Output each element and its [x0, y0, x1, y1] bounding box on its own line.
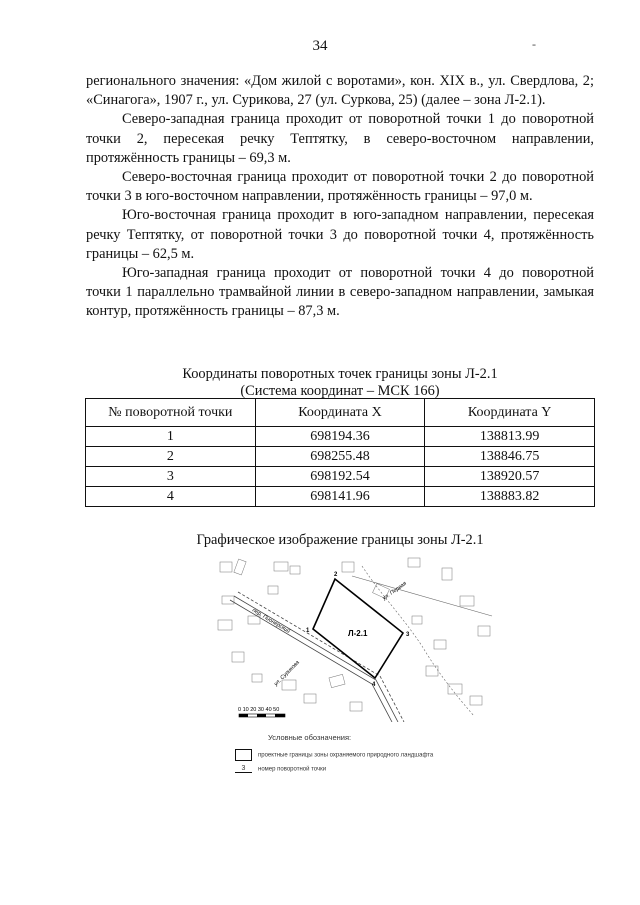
paragraph-4: Юго-восточная граница проходит в юго-западном направлении, пересекая речку Тептятку, от поворотной точки 3 до поворотной точки 4, протяжённость границы – 62,5 м.	[86, 207, 594, 262]
street-label-surikova: ул. Сурикова	[273, 659, 301, 688]
table-row	[86, 447, 595, 467]
table-row	[86, 467, 595, 487]
legend-row-boundary	[235, 749, 433, 761]
cell-point: 3	[86, 467, 256, 487]
cell-y: 138846.75	[425, 447, 595, 467]
cell-x: 698192.54	[255, 467, 425, 487]
cell-y: 138813.99	[425, 427, 595, 447]
point-label-1: 1	[306, 628, 310, 634]
map-background	[212, 556, 498, 722]
table-row	[86, 487, 595, 507]
scale-bar	[238, 707, 285, 717]
cell-point: 1	[86, 427, 256, 447]
paragraph-3: Северо-восточная граница проходит от поворотной точки 2 до поворотной точки 3 в юго-восточном направлении, протяжённость границы – 97,0 м.	[86, 169, 594, 205]
street-label-pervaya: ул. Первая	[381, 580, 408, 602]
map-title: Графическое изображение границы зоны Л-2.1	[196, 532, 484, 548]
header-point-number: № поворотной точки	[86, 399, 256, 427]
cell-x: 698194.36	[255, 427, 425, 447]
table-caption	[0, 366, 640, 400]
corner-mark: -	[532, 37, 536, 51]
legend-point-sample: 3	[235, 765, 252, 773]
point-label-2: 2	[334, 572, 338, 578]
cell-x: 698255.48	[255, 447, 425, 467]
scale-label: 0 10 20 30 40 50	[238, 707, 280, 713]
body-text	[86, 72, 594, 322]
header-coord-y: Координата Y	[425, 399, 595, 427]
legend-row-point	[235, 765, 326, 773]
table-header-row	[86, 399, 595, 427]
zone-map	[212, 556, 498, 722]
cell-y: 138920.57	[425, 467, 595, 487]
street-label-pionersky: пер. Пионерский	[250, 607, 291, 635]
legend-title: Условные обозначения:	[268, 733, 352, 742]
legend-point-text: номер поворотной точки	[258, 766, 327, 773]
paragraph-5: Юго-западная граница проходит от поворотной точки 4 до поворотной точки 1 параллельно трамвайной линии в северо-западном направлении, замыкая контур, протяжённость границы – 87,3 м.	[86, 265, 594, 320]
cell-point: 2	[86, 447, 256, 467]
paragraph-1: регионального значения: «Дом жилой с воротами», кон. XIX в., ул. Свердлова, 2; «Синагога», 1907 г., ул. Сурикова, 27 (ул. Суркова, 25) (далее – зона Л-2.1).	[86, 73, 594, 109]
zone-label: Л-2.1	[348, 629, 368, 638]
legend-boundary-swatch	[235, 749, 252, 761]
point-label-3: 3	[406, 632, 410, 638]
table-caption-line1: Координаты поворотных точек границы зоны Л-2.1	[182, 366, 498, 382]
table-row	[86, 427, 595, 447]
coordinates-table	[85, 398, 595, 507]
cell-point: 4	[86, 487, 256, 507]
paragraph-2: Северо-западная граница проходит от поворотной точки 1 до поворотной точки 2, пересекая речку Тептятку, в северо-восточном направлении, протяжённость границы – 69,3 м.	[86, 111, 594, 166]
legend-boundary-text: проектные границы зоны охраняемого природного ландшафта	[258, 752, 434, 759]
cell-y: 138883.82	[425, 487, 595, 507]
point-label-4: 4	[372, 682, 376, 688]
table-caption-line2: (Система координат – МСК 166)	[240, 383, 440, 399]
page-number: 34	[312, 38, 328, 54]
cell-x: 698141.96	[255, 487, 425, 507]
header-coord-x: Координата X	[255, 399, 425, 427]
